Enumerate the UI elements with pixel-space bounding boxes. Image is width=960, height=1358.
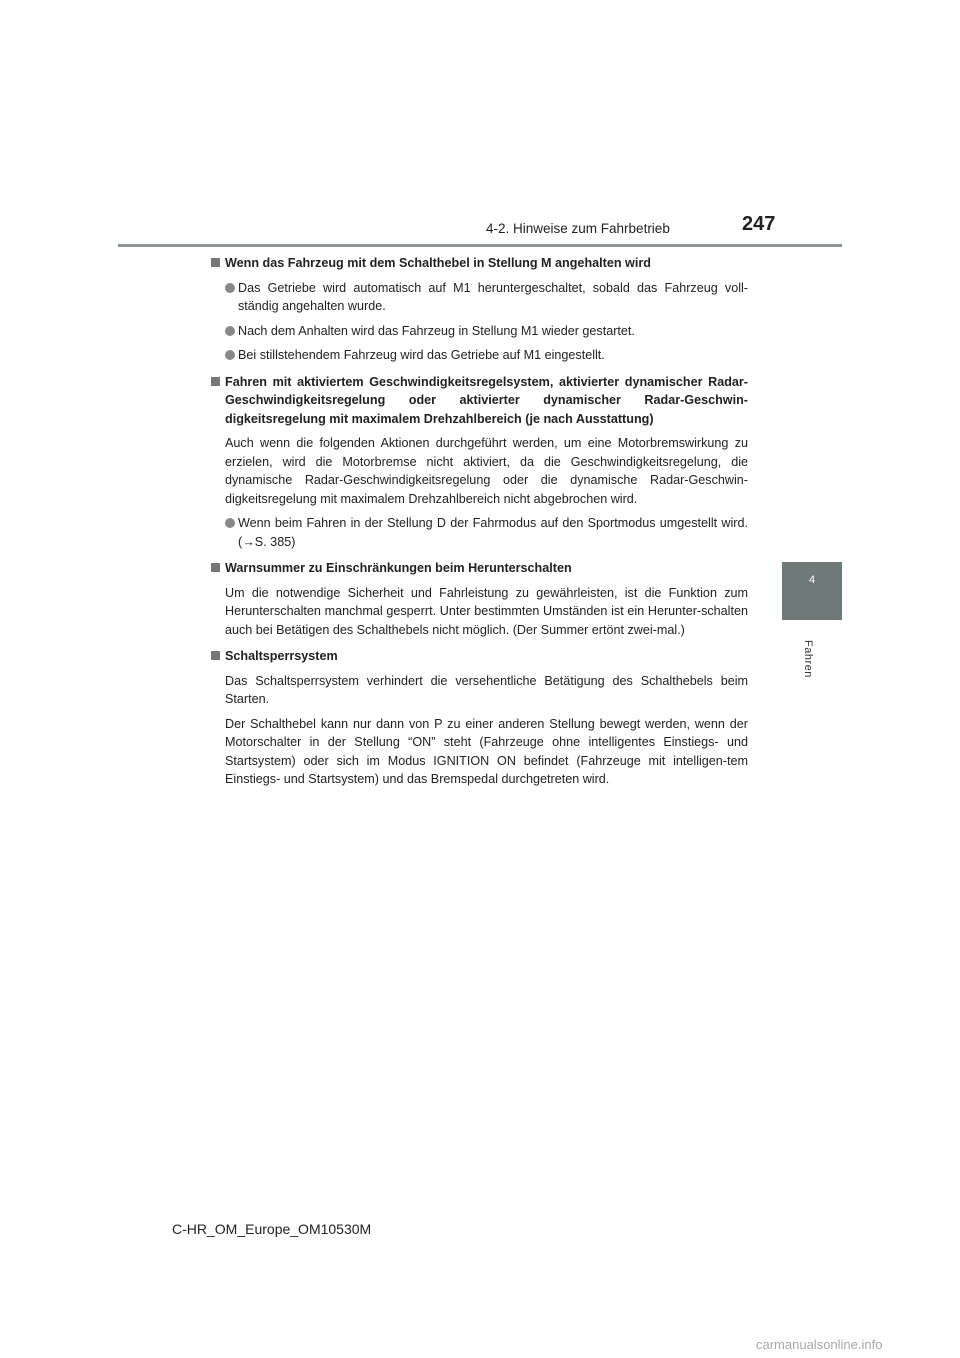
watermark: carmanualsonline.info (756, 1337, 883, 1352)
list-item-text: Das Getriebe wird automatisch auf M1 heruntergeschaltet, sobald das Fahrzeug voll-ständig angehalten wurde. (238, 280, 748, 313)
circle-bullet-icon (225, 518, 235, 528)
paragraph: Um die notwendige Sicherheit und Fahrleistung zu gewährleisten, ist die Funktion zum Herunterschalten manchmal gesperrt. Unter bestimmten Umständen ist ein Herunter-schalten auch bei Betätigen des Schalthebels nicht möglich. (Der Summer ertönt zwei-mal.) (225, 585, 748, 637)
section-stopped-in-m (210, 254, 748, 365)
list-item (210, 514, 748, 551)
section-title (210, 647, 748, 666)
section-title-text: Fahren mit aktiviertem Geschwindigkeitsregelsystem, aktivierter dynamischer Radar-Geschwindigkeitsregelung oder aktivierter dynamischer Radar-Geschwin-digkeitsregelung mit maximalem Drehzahlbereich (je nach Ausstattung) (225, 374, 748, 426)
chapter-tab (782, 562, 842, 620)
section-title-text: Warnsummer zu Einschränkungen beim Herunterschalten (225, 561, 572, 575)
paragraph: Auch wenn die folgenden Aktionen durchgeführt werden, um eine Motorbremswirkung zu erzielen, wird die Motorbremse nicht aktiviert, da die Geschwindigkeitsregelung, die dynamische Radar-Geschwindigkeitsregelung oder die dynamische Radar-Geschwin-digkeitsregelung mit maximalem Drehzahlbereich nicht abgebrochen wird. (225, 436, 748, 506)
square-bullet-icon (211, 651, 220, 660)
section-heading: 4-2. Hinweise zum Fahrbetrieb (486, 221, 670, 236)
chapter-label: Fahren (802, 640, 814, 678)
section-title-text: Schaltsperrsystem (225, 649, 338, 663)
list-item-text: Bei stillstehendem Fahrzeug wird das Getriebe auf M1 eingestellt. (238, 348, 605, 362)
list-item-text: Wenn beim Fahren in der Stellung D der Fahrmodus auf den Sportmodus umgestellt wird. (→S. 385) (238, 516, 748, 549)
list-item-text: Nach dem Anhalten wird das Fahrzeug in Stellung M1 wieder gestartet. (238, 323, 635, 338)
paragraph: Der Schalthebel kann nur dann von P zu einer anderen Stellung bewegt werden, wenn der Motorschalter in der Stellung “ON” steht (Fahrzeuge ohne intelligentes Einstiegs- und Startsystem) oder sich im Modus IGNITION ON befindet (Fahrzeuge mit intelligen-tem Einstiegs- und Startsystem) und das Bremspedal durchgetreten wird. (225, 716, 748, 786)
section-title (210, 373, 748, 429)
section-title-text: Wenn das Fahrzeug mit dem Schalthebel in Stellung M angehalten wird (225, 256, 651, 270)
section-title (210, 254, 748, 273)
document-id: C-HR_OM_Europe_OM10530M (172, 1221, 372, 1237)
page-number: 247 (742, 213, 776, 235)
list-item (210, 346, 748, 365)
section-title (210, 559, 748, 578)
page-content (210, 254, 748, 797)
section-cruise-control (210, 373, 748, 552)
square-bullet-icon (211, 377, 220, 386)
square-bullet-icon (211, 563, 220, 572)
circle-bullet-icon (225, 283, 235, 293)
header-divider (118, 244, 842, 247)
section-shift-lock (210, 647, 748, 789)
list-item (210, 279, 748, 316)
section-downshift-buzzer (210, 559, 748, 639)
circle-bullet-icon (225, 350, 235, 360)
list-item (210, 322, 748, 341)
paragraph: Das Schaltsperrsystem verhindert die versehentliche Betätigung des Schalthebels beim Starten. (225, 673, 748, 706)
square-bullet-icon (211, 258, 220, 267)
circle-bullet-icon (225, 326, 235, 336)
chapter-number: 4 (808, 574, 816, 586)
